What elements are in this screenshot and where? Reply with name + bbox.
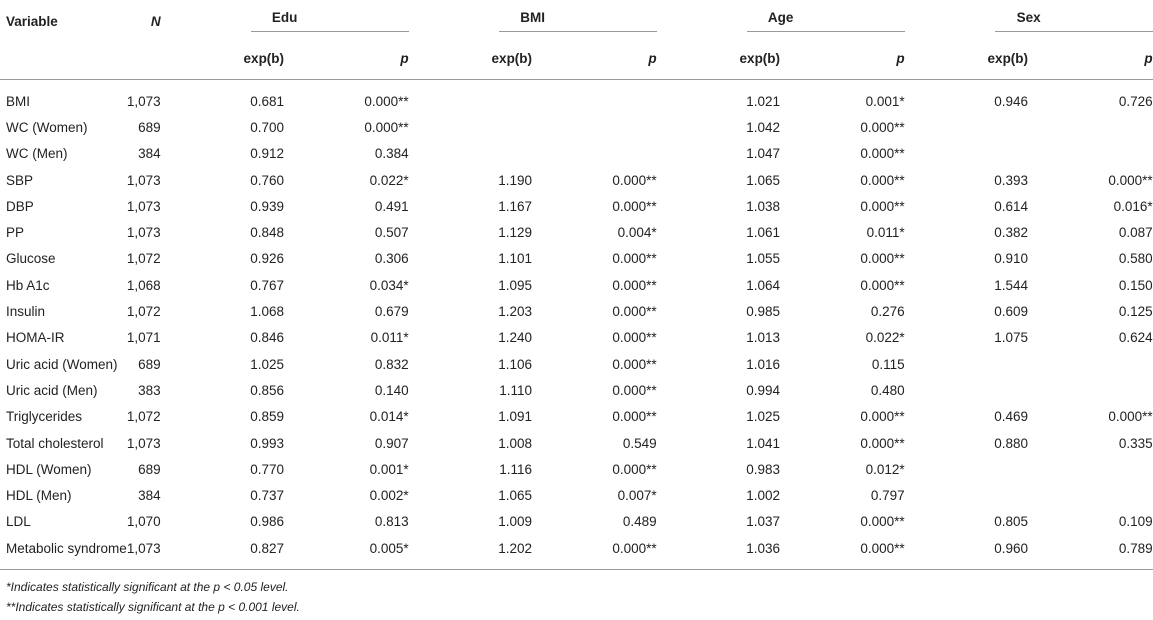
cell-n: 1,072 <box>126 251 161 267</box>
cell-age-p: 0.000** <box>860 435 905 451</box>
cell-variable: PP <box>6 225 25 241</box>
table-row <box>0 535 1153 570</box>
cell-edu-exp: 1.068 <box>250 304 285 320</box>
cell-bmi-p: 0.000** <box>612 277 657 293</box>
cell-sex-p: 0.000** <box>1108 172 1153 188</box>
cell-bmi-p: 0.000** <box>612 330 657 346</box>
cell-edu-exp: 0.993 <box>250 435 285 451</box>
cell-age-p: 0.011* <box>866 225 905 241</box>
cell-sex-exp <box>905 482 1028 508</box>
cell-bmi-exp: 1.203 <box>498 304 533 320</box>
cell-bmi-p: 0.000** <box>612 304 657 320</box>
cell-sex-exp: 0.469 <box>994 409 1029 425</box>
cell-age-exp: 1.042 <box>746 119 781 135</box>
cell-edu-exp: 0.856 <box>250 382 285 398</box>
header-exp: exp(b) <box>491 50 533 66</box>
cell-age-exp: 1.047 <box>746 146 781 162</box>
cell-age-exp: 0.985 <box>746 304 781 320</box>
cell-age-exp: 0.994 <box>746 382 781 398</box>
cell-sex-exp: 1.075 <box>994 330 1029 346</box>
cell-bmi-exp: 1.190 <box>498 172 533 188</box>
cell-edu-exp: 0.846 <box>250 330 285 346</box>
cell-n: 1,068 <box>126 277 161 293</box>
cell-bmi-p: 0.000** <box>612 409 657 425</box>
cell-bmi-p: 0.000** <box>612 540 657 556</box>
cell-sex-p: 0.109 <box>1118 514 1153 530</box>
header-p: p <box>896 50 905 66</box>
cell-edu-p: 0.000** <box>364 119 409 135</box>
cell-sex-exp: 0.946 <box>994 93 1029 109</box>
cell-variable: WC (Men) <box>6 146 68 162</box>
cell-bmi-exp <box>409 114 532 140</box>
cell-sex-p: 0.580 <box>1118 251 1153 267</box>
cell-n: 689 <box>138 461 161 477</box>
cell-age-p: 0.022* <box>865 330 905 346</box>
cell-sex-p: 0.726 <box>1118 93 1153 109</box>
cell-sex-exp: 0.393 <box>994 172 1029 188</box>
cell-bmi-exp <box>409 141 532 167</box>
cell-edu-p: 0.000** <box>364 93 409 109</box>
cell-age-exp: 1.016 <box>746 356 781 372</box>
table-row <box>0 456 1153 482</box>
cell-edu-p: 0.507 <box>374 225 409 241</box>
cell-edu-p: 0.140 <box>374 382 409 398</box>
cell-bmi-p: 0.007* <box>617 488 657 504</box>
table-row <box>0 141 1153 167</box>
cell-bmi-exp: 1.116 <box>499 461 533 477</box>
cell-age-p: 0.797 <box>870 488 905 504</box>
header-exp: exp(b) <box>987 50 1029 66</box>
cell-sex-exp: 0.880 <box>994 435 1029 451</box>
cell-edu-exp: 0.760 <box>250 172 285 188</box>
table-row <box>0 167 1153 193</box>
cell-bmi-exp: 1.129 <box>498 225 533 241</box>
cell-sex-exp: 0.910 <box>994 251 1029 267</box>
cell-age-p: 0.000** <box>860 198 905 214</box>
group-underline <box>499 31 657 32</box>
cell-age-exp: 1.041 <box>746 435 781 451</box>
cell-bmi-exp: 1.095 <box>498 277 533 293</box>
cell-sex-p: 0.125 <box>1118 304 1153 320</box>
cell-bmi-exp <box>409 80 532 115</box>
cell-edu-p: 0.679 <box>374 304 409 320</box>
cell-bmi-exp: 1.110 <box>499 382 533 398</box>
cell-bmi-p: 0.000** <box>612 172 657 188</box>
cell-bmi-exp: 1.065 <box>498 488 533 504</box>
cell-edu-exp: 0.986 <box>250 514 285 530</box>
header-group-label: BMI <box>520 10 545 25</box>
table-row <box>0 114 1153 140</box>
cell-variable: BMI <box>6 93 31 109</box>
cell-n: 689 <box>138 119 161 135</box>
cell-bmi-p: 0.004* <box>617 225 657 241</box>
cell-variable: Triglycerides <box>6 409 83 425</box>
cell-bmi-p: 0.000** <box>612 356 657 372</box>
table-body <box>0 80 1153 570</box>
cell-edu-exp: 0.700 <box>250 119 285 135</box>
cell-sex-exp: 0.960 <box>994 540 1029 556</box>
table-row <box>0 404 1153 430</box>
header-group-edu <box>161 5 409 37</box>
cell-bmi-p: 0.000** <box>612 198 657 214</box>
table-row <box>0 430 1153 456</box>
cell-edu-exp: 0.767 <box>250 277 285 293</box>
cell-age-exp: 1.055 <box>746 251 781 267</box>
cell-age-p: 0.000** <box>860 514 905 530</box>
cell-n: 1,073 <box>126 172 161 188</box>
table-row <box>0 272 1153 298</box>
cell-edu-p: 0.491 <box>374 198 409 214</box>
cell-age-exp: 1.061 <box>746 225 781 241</box>
group-underline <box>747 31 905 32</box>
cell-bmi-exp: 1.008 <box>498 435 533 451</box>
cell-sex-exp: 0.614 <box>994 198 1029 214</box>
cell-bmi-p <box>532 80 657 115</box>
cell-n: 689 <box>138 356 161 372</box>
cell-variable: HDL (Women) <box>6 461 92 477</box>
header-exp: exp(b) <box>243 50 285 66</box>
cell-sex-exp: 0.382 <box>994 225 1029 241</box>
cell-edu-p: 0.022* <box>369 172 409 188</box>
cell-bmi-exp: 1.167 <box>498 198 533 214</box>
cell-sex-p: 0.789 <box>1118 540 1153 556</box>
cell-edu-exp: 0.848 <box>250 225 285 241</box>
cell-variable: Uric acid (Women) <box>6 356 118 372</box>
header-variable: Variable <box>6 13 58 29</box>
cell-sex-exp <box>905 141 1028 167</box>
table-row <box>0 193 1153 219</box>
cell-sex-p <box>1028 482 1153 508</box>
cell-sex-exp: 1.544 <box>994 277 1029 293</box>
header-group-label: Edu <box>271 10 298 25</box>
cell-n: 1,073 <box>126 540 161 556</box>
cell-edu-exp: 0.827 <box>250 540 285 556</box>
cell-sex-p: 0.624 <box>1118 330 1153 346</box>
cell-variable: Hb A1c <box>6 277 50 293</box>
cell-age-p: 0.012* <box>865 461 905 477</box>
cell-bmi-exp: 1.240 <box>498 330 533 346</box>
cell-variable: Metabolic syndrome <box>6 540 127 556</box>
cell-bmi-exp: 1.106 <box>498 356 533 372</box>
cell-edu-p: 0.907 <box>374 435 409 451</box>
header-group-label: Age <box>767 10 794 25</box>
cell-age-exp: 1.002 <box>746 488 781 504</box>
table-row <box>0 80 1153 115</box>
table-row <box>0 298 1153 324</box>
cell-sex-exp: 0.609 <box>994 304 1029 320</box>
header-row-sub <box>0 37 1153 80</box>
cell-age-exp: 1.038 <box>746 198 781 214</box>
cell-edu-p: 0.832 <box>374 356 409 372</box>
header-row-groups <box>0 5 1153 37</box>
table-row <box>0 377 1153 403</box>
cell-variable: SBP <box>6 172 34 188</box>
group-underline <box>995 31 1153 32</box>
cell-age-exp: 1.064 <box>746 277 781 293</box>
cell-edu-exp: 0.737 <box>250 488 285 504</box>
cell-age-p: 0.480 <box>870 382 905 398</box>
cell-sex-exp <box>905 377 1028 403</box>
cell-variable: Uric acid (Men) <box>6 382 98 398</box>
cell-sex-exp: 0.805 <box>994 514 1029 530</box>
cell-edu-exp: 0.681 <box>250 93 285 109</box>
table-row <box>0 482 1153 508</box>
cell-edu-exp: 0.926 <box>250 251 285 267</box>
cell-variable: HDL (Men) <box>6 488 72 504</box>
cell-sex-p <box>1028 114 1153 140</box>
cell-edu-p: 0.001* <box>369 461 409 477</box>
cell-age-p: 0.000** <box>860 146 905 162</box>
cell-edu-exp: 0.859 <box>250 409 285 425</box>
footnotes <box>6 577 300 617</box>
header-p: p <box>1144 50 1153 66</box>
header-group-age <box>657 5 905 37</box>
cell-n: 1,073 <box>126 93 161 109</box>
cell-edu-p: 0.011* <box>370 330 409 346</box>
cell-bmi-exp: 1.009 <box>498 514 533 530</box>
cell-variable: LDL <box>6 514 31 530</box>
cell-bmi-p <box>532 141 657 167</box>
cell-edu-p: 0.034* <box>369 277 409 293</box>
cell-sex-exp <box>905 456 1028 482</box>
cell-bmi-p: 0.000** <box>612 251 657 267</box>
header-blank <box>0 37 127 80</box>
cell-age-p: 0.001* <box>865 93 905 109</box>
cell-sex-p <box>1028 377 1153 403</box>
cell-sex-p: 0.000** <box>1108 409 1153 425</box>
cell-age-exp: 1.065 <box>746 172 781 188</box>
cell-bmi-exp: 1.101 <box>498 251 533 267</box>
table-row <box>0 325 1153 351</box>
cell-n: 1,073 <box>126 198 161 214</box>
header-exp: exp(b) <box>739 50 781 66</box>
cell-n: 1,070 <box>126 514 161 530</box>
cell-sex-p: 0.335 <box>1118 435 1153 451</box>
cell-sex-p: 0.087 <box>1118 225 1153 241</box>
header-p: p <box>400 50 409 66</box>
cell-bmi-p <box>532 114 657 140</box>
cell-sex-p <box>1028 456 1153 482</box>
regression-table <box>0 5 1153 570</box>
cell-variable: Insulin <box>6 304 46 320</box>
table-row <box>0 351 1153 377</box>
cell-edu-p: 0.813 <box>374 514 409 530</box>
cell-variable: HOMA-IR <box>6 330 65 346</box>
cell-age-exp: 1.037 <box>746 514 781 530</box>
group-underline <box>251 31 409 32</box>
cell-age-p: 0.000** <box>860 251 905 267</box>
cell-variable: DBP <box>6 198 34 214</box>
cell-age-p: 0.115 <box>871 356 905 372</box>
cell-age-exp: 1.021 <box>746 93 781 109</box>
cell-variable: Total cholesterol <box>6 435 104 451</box>
cell-bmi-exp: 1.091 <box>498 409 533 425</box>
cell-n: 1,072 <box>126 304 161 320</box>
cell-n: 384 <box>138 146 161 162</box>
cell-n: 1,073 <box>126 225 161 241</box>
cell-edu-p: 0.384 <box>374 146 409 162</box>
cell-edu-exp: 0.770 <box>250 461 285 477</box>
cell-sex-p <box>1028 351 1153 377</box>
cell-bmi-p: 0.000** <box>612 461 657 477</box>
header-n: N <box>150 13 161 29</box>
cell-edu-p: 0.306 <box>374 251 409 267</box>
cell-bmi-p: 0.489 <box>622 514 657 530</box>
cell-bmi-p: 0.000** <box>612 382 657 398</box>
cell-edu-exp: 0.939 <box>250 198 285 214</box>
cell-edu-p: 0.005* <box>369 540 409 556</box>
cell-age-exp: 1.013 <box>746 330 781 346</box>
cell-n: 1,071 <box>126 330 161 346</box>
cell-n: 1,072 <box>126 409 161 425</box>
cell-age-p: 0.000** <box>860 409 905 425</box>
header-group-bmi <box>409 5 657 37</box>
cell-edu-exp: 1.025 <box>250 356 285 372</box>
cell-age-p: 0.000** <box>860 277 905 293</box>
cell-bmi-exp: 1.202 <box>498 540 533 556</box>
cell-age-p: 0.000** <box>860 119 905 135</box>
cell-sex-exp <box>905 114 1028 140</box>
cell-age-p: 0.000** <box>860 172 905 188</box>
cell-sex-p <box>1028 141 1153 167</box>
footnote-1: *Indicates statistically significant at the p < 0.05 level. <box>6 580 289 594</box>
cell-n: 1,073 <box>126 435 161 451</box>
cell-edu-exp: 0.912 <box>250 146 285 162</box>
header-group-sex <box>905 5 1153 37</box>
cell-age-p: 0.276 <box>870 304 905 320</box>
cell-age-exp: 1.025 <box>746 409 781 425</box>
cell-sex-p: 0.016* <box>1113 198 1153 214</box>
cell-bmi-p: 0.549 <box>622 435 657 451</box>
cell-n: 384 <box>138 488 161 504</box>
footnote-2: **Indicates statistically significant at the p < 0.001 level. <box>6 600 300 614</box>
table-row <box>0 219 1153 245</box>
cell-n: 383 <box>138 382 161 398</box>
cell-age-exp: 0.983 <box>746 461 781 477</box>
header-blank <box>127 37 161 80</box>
table-row <box>0 246 1153 272</box>
header-group-label: Sex <box>1016 10 1041 25</box>
cell-edu-p: 0.014* <box>369 409 409 425</box>
cell-age-p: 0.000** <box>860 540 905 556</box>
cell-sex-exp <box>905 351 1028 377</box>
header-p: p <box>648 50 657 66</box>
cell-age-exp: 1.036 <box>746 540 781 556</box>
cell-sex-p: 0.150 <box>1118 277 1153 293</box>
cell-variable: Glucose <box>6 251 56 267</box>
cell-edu-p: 0.002* <box>369 488 409 504</box>
table-row <box>0 509 1153 535</box>
cell-variable: WC (Women) <box>6 119 88 135</box>
